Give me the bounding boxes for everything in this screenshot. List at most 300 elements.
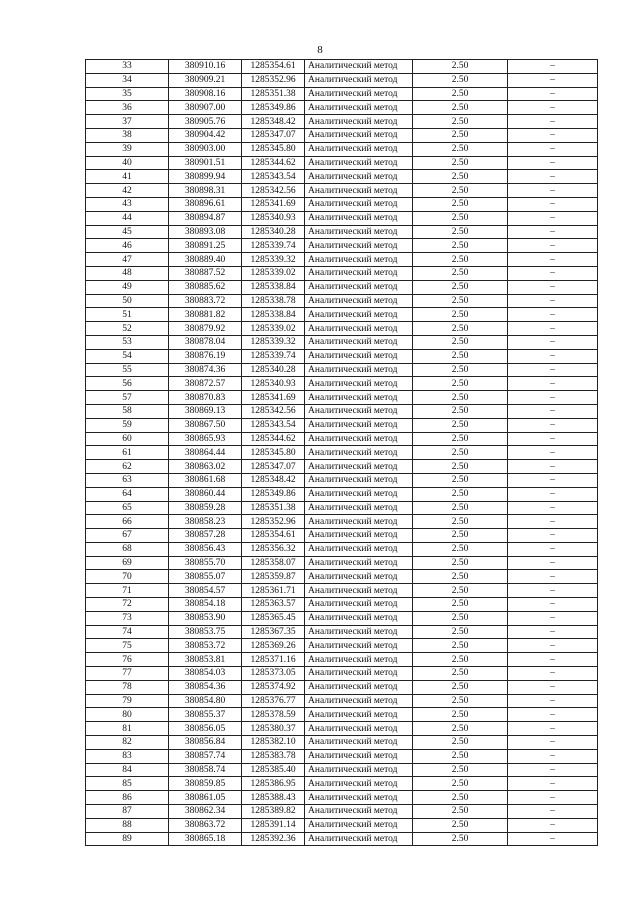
point-number-cell: 75	[86, 639, 169, 653]
table-row	[86, 515, 598, 529]
accuracy-cell: 2.50	[413, 253, 508, 267]
method-cell: Аналитический метод	[305, 211, 413, 225]
accuracy-cell: 2.50	[413, 653, 508, 667]
accuracy-cell: 2.50	[413, 101, 508, 115]
y-coordinate-cell: 1285342.56	[242, 184, 305, 198]
y-coordinate-cell: 1285344.62	[242, 432, 305, 446]
method-cell: Аналитический метод	[305, 294, 413, 308]
table-row	[86, 335, 598, 349]
description-cell: –	[508, 487, 598, 501]
x-coordinate-cell: 380907.00	[169, 101, 242, 115]
x-coordinate-cell: 380854.57	[169, 584, 242, 598]
description-cell: –	[508, 211, 598, 225]
table-row	[86, 460, 598, 474]
y-coordinate-cell: 1285338.78	[242, 294, 305, 308]
description-cell: –	[508, 363, 598, 377]
point-number-cell: 72	[86, 598, 169, 612]
table-row	[86, 60, 598, 74]
x-coordinate-cell: 380876.19	[169, 349, 242, 363]
y-coordinate-cell: 1285392.36	[242, 832, 305, 846]
point-number-cell: 85	[86, 777, 169, 791]
y-coordinate-cell: 1285347.07	[242, 460, 305, 474]
y-coordinate-cell: 1285349.86	[242, 101, 305, 115]
table-row	[86, 128, 598, 142]
accuracy-cell: 2.50	[413, 501, 508, 515]
y-coordinate-cell: 1285386.95	[242, 777, 305, 791]
method-cell: Аналитический метод	[305, 363, 413, 377]
method-cell: Аналитический метод	[305, 197, 413, 211]
method-cell: Аналитический метод	[305, 667, 413, 681]
point-number-cell: 43	[86, 197, 169, 211]
table-row	[86, 818, 598, 832]
y-coordinate-cell: 1285341.69	[242, 197, 305, 211]
description-cell: –	[508, 239, 598, 253]
point-number-cell: 62	[86, 460, 169, 474]
table-row	[86, 611, 598, 625]
method-cell: Аналитический метод	[305, 115, 413, 129]
table-row	[86, 404, 598, 418]
y-coordinate-cell: 1285391.14	[242, 818, 305, 832]
accuracy-cell: 2.50	[413, 542, 508, 556]
accuracy-cell: 2.50	[413, 184, 508, 198]
accuracy-cell: 2.50	[413, 377, 508, 391]
table-row	[86, 308, 598, 322]
method-cell: Аналитический метод	[305, 639, 413, 653]
x-coordinate-cell: 380905.76	[169, 115, 242, 129]
x-coordinate-cell: 380893.08	[169, 225, 242, 239]
method-cell: Аналитический метод	[305, 280, 413, 294]
description-cell: –	[508, 432, 598, 446]
x-coordinate-cell: 380853.90	[169, 611, 242, 625]
method-cell: Аналитический метод	[305, 322, 413, 336]
x-coordinate-cell: 380859.85	[169, 777, 242, 791]
x-coordinate-cell: 380879.92	[169, 322, 242, 336]
accuracy-cell: 2.50	[413, 791, 508, 805]
description-cell: –	[508, 625, 598, 639]
point-number-cell: 82	[86, 736, 169, 750]
x-coordinate-cell: 380872.57	[169, 377, 242, 391]
description-cell: –	[508, 266, 598, 280]
description-cell: –	[508, 529, 598, 543]
method-cell: Аналитический метод	[305, 87, 413, 101]
y-coordinate-cell: 1285351.38	[242, 501, 305, 515]
method-cell: Аналитический метод	[305, 128, 413, 142]
description-cell: –	[508, 225, 598, 239]
y-coordinate-cell: 1285340.93	[242, 211, 305, 225]
description-cell: –	[508, 763, 598, 777]
x-coordinate-cell: 380865.18	[169, 832, 242, 846]
table-row	[86, 197, 598, 211]
table-row	[86, 377, 598, 391]
description-cell: –	[508, 749, 598, 763]
x-coordinate-cell: 380858.23	[169, 515, 242, 529]
x-coordinate-cell: 380863.02	[169, 460, 242, 474]
point-number-cell: 73	[86, 611, 169, 625]
y-coordinate-cell: 1285380.37	[242, 722, 305, 736]
accuracy-cell: 2.50	[413, 708, 508, 722]
description-cell: –	[508, 446, 598, 460]
accuracy-cell: 2.50	[413, 432, 508, 446]
x-coordinate-cell: 380857.74	[169, 749, 242, 763]
point-number-cell: 67	[86, 529, 169, 543]
coordinates-table	[85, 59, 598, 846]
description-cell: –	[508, 791, 598, 805]
method-cell: Аналитический метод	[305, 73, 413, 87]
description-cell: –	[508, 377, 598, 391]
x-coordinate-cell: 380863.72	[169, 818, 242, 832]
y-coordinate-cell: 1285342.56	[242, 404, 305, 418]
y-coordinate-cell: 1285358.07	[242, 556, 305, 570]
description-cell: –	[508, 60, 598, 74]
method-cell: Аналитический метод	[305, 653, 413, 667]
y-coordinate-cell: 1285374.92	[242, 680, 305, 694]
method-cell: Аналитический метод	[305, 680, 413, 694]
y-coordinate-cell: 1285341.69	[242, 391, 305, 405]
x-coordinate-cell: 380859.28	[169, 501, 242, 515]
point-number-cell: 35	[86, 87, 169, 101]
y-coordinate-cell: 1285339.74	[242, 239, 305, 253]
accuracy-cell: 2.50	[413, 598, 508, 612]
table-row	[86, 570, 598, 584]
description-cell: –	[508, 708, 598, 722]
y-coordinate-cell: 1285356.32	[242, 542, 305, 556]
page-number: 8	[317, 44, 323, 56]
y-coordinate-cell: 1285340.28	[242, 225, 305, 239]
accuracy-cell: 2.50	[413, 391, 508, 405]
x-coordinate-cell: 380909.21	[169, 73, 242, 87]
table-row	[86, 446, 598, 460]
coordinates-table-body	[86, 60, 598, 846]
accuracy-cell: 2.50	[413, 611, 508, 625]
x-coordinate-cell: 380858.74	[169, 763, 242, 777]
method-cell: Аналитический метод	[305, 170, 413, 184]
x-coordinate-cell: 380855.70	[169, 556, 242, 570]
accuracy-cell: 2.50	[413, 156, 508, 170]
method-cell: Аналитический метод	[305, 570, 413, 584]
y-coordinate-cell: 1285365.45	[242, 611, 305, 625]
y-coordinate-cell: 1285367.35	[242, 625, 305, 639]
accuracy-cell: 2.50	[413, 446, 508, 460]
accuracy-cell: 2.50	[413, 625, 508, 639]
table-row	[86, 253, 598, 267]
method-cell: Аналитический метод	[305, 349, 413, 363]
point-number-cell: 87	[86, 805, 169, 819]
y-coordinate-cell: 1285345.80	[242, 142, 305, 156]
point-number-cell: 42	[86, 184, 169, 198]
accuracy-cell: 2.50	[413, 487, 508, 501]
x-coordinate-cell: 380861.68	[169, 473, 242, 487]
accuracy-cell: 2.50	[413, 211, 508, 225]
method-cell: Аналитический метод	[305, 404, 413, 418]
x-coordinate-cell: 380854.18	[169, 598, 242, 612]
table-row	[86, 73, 598, 87]
method-cell: Аналитический метод	[305, 225, 413, 239]
y-coordinate-cell: 1285347.07	[242, 128, 305, 142]
description-cell: –	[508, 156, 598, 170]
point-number-cell: 89	[86, 832, 169, 846]
description-cell: –	[508, 501, 598, 515]
x-coordinate-cell: 380853.75	[169, 625, 242, 639]
x-coordinate-cell: 380865.93	[169, 432, 242, 446]
accuracy-cell: 2.50	[413, 749, 508, 763]
accuracy-cell: 2.50	[413, 529, 508, 543]
x-coordinate-cell: 380857.28	[169, 529, 242, 543]
y-coordinate-cell: 1285345.80	[242, 446, 305, 460]
y-coordinate-cell: 1285339.02	[242, 266, 305, 280]
point-number-cell: 78	[86, 680, 169, 694]
y-coordinate-cell: 1285349.86	[242, 487, 305, 501]
description-cell: –	[508, 115, 598, 129]
y-coordinate-cell: 1285343.54	[242, 418, 305, 432]
x-coordinate-cell: 380869.13	[169, 404, 242, 418]
accuracy-cell: 2.50	[413, 225, 508, 239]
y-coordinate-cell: 1285352.96	[242, 515, 305, 529]
y-coordinate-cell: 1285378.59	[242, 708, 305, 722]
y-coordinate-cell: 1285339.02	[242, 322, 305, 336]
table-row	[86, 542, 598, 556]
description-cell: –	[508, 832, 598, 846]
x-coordinate-cell: 380856.43	[169, 542, 242, 556]
description-cell: –	[508, 460, 598, 474]
description-cell: –	[508, 584, 598, 598]
x-coordinate-cell: 380853.81	[169, 653, 242, 667]
description-cell: –	[508, 349, 598, 363]
accuracy-cell: 2.50	[413, 763, 508, 777]
method-cell: Аналитический метод	[305, 611, 413, 625]
table-row	[86, 418, 598, 432]
table-row	[86, 763, 598, 777]
description-cell: –	[508, 556, 598, 570]
x-coordinate-cell: 380856.05	[169, 722, 242, 736]
table-row	[86, 211, 598, 225]
description-cell: –	[508, 253, 598, 267]
description-cell: –	[508, 280, 598, 294]
point-number-cell: 58	[86, 404, 169, 418]
table-row	[86, 225, 598, 239]
point-number-cell: 54	[86, 349, 169, 363]
method-cell: Аналитический метод	[305, 749, 413, 763]
accuracy-cell: 2.50	[413, 515, 508, 529]
table-row	[86, 156, 598, 170]
description-cell: –	[508, 391, 598, 405]
method-cell: Аналитический метод	[305, 391, 413, 405]
accuracy-cell: 2.50	[413, 639, 508, 653]
y-coordinate-cell: 1285359.87	[242, 570, 305, 584]
accuracy-cell: 2.50	[413, 680, 508, 694]
point-number-cell: 51	[86, 308, 169, 322]
description-cell: –	[508, 322, 598, 336]
method-cell: Аналитический метод	[305, 556, 413, 570]
x-coordinate-cell: 380854.03	[169, 667, 242, 681]
description-cell: –	[508, 570, 598, 584]
point-number-cell: 74	[86, 625, 169, 639]
y-coordinate-cell: 1285348.42	[242, 473, 305, 487]
accuracy-cell: 2.50	[413, 736, 508, 750]
table-row	[86, 349, 598, 363]
table-row	[86, 625, 598, 639]
method-cell: Аналитический метод	[305, 418, 413, 432]
accuracy-cell: 2.50	[413, 87, 508, 101]
description-cell: –	[508, 101, 598, 115]
table-row	[86, 142, 598, 156]
method-cell: Аналитический метод	[305, 460, 413, 474]
accuracy-cell: 2.50	[413, 473, 508, 487]
point-number-cell: 61	[86, 446, 169, 460]
method-cell: Аналитический метод	[305, 805, 413, 819]
point-number-cell: 52	[86, 322, 169, 336]
accuracy-cell: 2.50	[413, 584, 508, 598]
table-row	[86, 777, 598, 791]
accuracy-cell: 2.50	[413, 115, 508, 129]
table-row	[86, 667, 598, 681]
x-coordinate-cell: 380908.16	[169, 87, 242, 101]
accuracy-cell: 2.50	[413, 73, 508, 87]
accuracy-cell: 2.50	[413, 722, 508, 736]
accuracy-cell: 2.50	[413, 335, 508, 349]
x-coordinate-cell: 380898.31	[169, 184, 242, 198]
method-cell: Аналитический метод	[305, 60, 413, 74]
description-cell: –	[508, 722, 598, 736]
x-coordinate-cell: 380856.84	[169, 736, 242, 750]
point-number-cell: 76	[86, 653, 169, 667]
point-number-cell: 56	[86, 377, 169, 391]
table-row	[86, 791, 598, 805]
x-coordinate-cell: 380904.42	[169, 128, 242, 142]
method-cell: Аналитический метод	[305, 335, 413, 349]
point-number-cell: 79	[86, 694, 169, 708]
accuracy-cell: 2.50	[413, 349, 508, 363]
x-coordinate-cell: 380874.36	[169, 363, 242, 377]
description-cell: –	[508, 73, 598, 87]
description-cell: –	[508, 335, 598, 349]
x-coordinate-cell: 380883.72	[169, 294, 242, 308]
point-number-cell: 47	[86, 253, 169, 267]
method-cell: Аналитический метод	[305, 184, 413, 198]
table-row	[86, 280, 598, 294]
method-cell: Аналитический метод	[305, 791, 413, 805]
description-cell: –	[508, 542, 598, 556]
point-number-cell: 37	[86, 115, 169, 129]
method-cell: Аналитический метод	[305, 722, 413, 736]
x-coordinate-cell: 380853.72	[169, 639, 242, 653]
description-cell: –	[508, 598, 598, 612]
method-cell: Аналитический метод	[305, 515, 413, 529]
table-row	[86, 294, 598, 308]
accuracy-cell: 2.50	[413, 418, 508, 432]
method-cell: Аналитический метод	[305, 156, 413, 170]
point-number-cell: 41	[86, 170, 169, 184]
table-row	[86, 556, 598, 570]
point-number-cell: 83	[86, 749, 169, 763]
method-cell: Аналитический метод	[305, 377, 413, 391]
y-coordinate-cell: 1285344.62	[242, 156, 305, 170]
point-number-cell: 88	[86, 818, 169, 832]
table-row	[86, 87, 598, 101]
table-row	[86, 101, 598, 115]
description-cell: –	[508, 667, 598, 681]
description-cell: –	[508, 308, 598, 322]
y-coordinate-cell: 1285354.61	[242, 529, 305, 543]
table-row	[86, 722, 598, 736]
point-number-cell: 59	[86, 418, 169, 432]
x-coordinate-cell: 380878.04	[169, 335, 242, 349]
table-row	[86, 115, 598, 129]
table-row	[86, 805, 598, 819]
method-cell: Аналитический метод	[305, 625, 413, 639]
point-number-cell: 45	[86, 225, 169, 239]
accuracy-cell: 2.50	[413, 363, 508, 377]
point-number-cell: 84	[86, 763, 169, 777]
point-number-cell: 69	[86, 556, 169, 570]
method-cell: Аналитический метод	[305, 736, 413, 750]
description-cell: –	[508, 294, 598, 308]
y-coordinate-cell: 1285385.40	[242, 763, 305, 777]
accuracy-cell: 2.50	[413, 197, 508, 211]
method-cell: Аналитический метод	[305, 584, 413, 598]
point-number-cell: 70	[86, 570, 169, 584]
accuracy-cell: 2.50	[413, 308, 508, 322]
table-row	[86, 736, 598, 750]
table-row	[86, 584, 598, 598]
accuracy-cell: 2.50	[413, 170, 508, 184]
accuracy-cell: 2.50	[413, 294, 508, 308]
y-coordinate-cell: 1285339.32	[242, 253, 305, 267]
y-coordinate-cell: 1285373.05	[242, 667, 305, 681]
method-cell: Аналитический метод	[305, 832, 413, 846]
accuracy-cell: 2.50	[413, 142, 508, 156]
method-cell: Аналитический метод	[305, 446, 413, 460]
y-coordinate-cell: 1285354.61	[242, 60, 305, 74]
method-cell: Аналитический метод	[305, 501, 413, 515]
x-coordinate-cell: 380862.34	[169, 805, 242, 819]
table-row	[86, 184, 598, 198]
accuracy-cell: 2.50	[413, 322, 508, 336]
point-number-cell: 50	[86, 294, 169, 308]
x-coordinate-cell: 380855.07	[169, 570, 242, 584]
point-number-cell: 49	[86, 280, 169, 294]
point-number-cell: 80	[86, 708, 169, 722]
x-coordinate-cell: 380870.83	[169, 391, 242, 405]
method-cell: Аналитический метод	[305, 818, 413, 832]
x-coordinate-cell: 380901.51	[169, 156, 242, 170]
y-coordinate-cell: 1285371.16	[242, 653, 305, 667]
description-cell: –	[508, 777, 598, 791]
table-row	[86, 363, 598, 377]
accuracy-cell: 2.50	[413, 60, 508, 74]
description-cell: –	[508, 611, 598, 625]
point-number-cell: 68	[86, 542, 169, 556]
table-row	[86, 832, 598, 846]
point-number-cell: 63	[86, 473, 169, 487]
x-coordinate-cell: 380861.05	[169, 791, 242, 805]
table-row	[86, 598, 598, 612]
description-cell: –	[508, 653, 598, 667]
y-coordinate-cell: 1285352.96	[242, 73, 305, 87]
table-row	[86, 391, 598, 405]
y-coordinate-cell: 1285339.32	[242, 335, 305, 349]
x-coordinate-cell: 380855.37	[169, 708, 242, 722]
method-cell: Аналитический метод	[305, 708, 413, 722]
accuracy-cell: 2.50	[413, 280, 508, 294]
description-cell: –	[508, 404, 598, 418]
description-cell: –	[508, 87, 598, 101]
point-number-cell: 57	[86, 391, 169, 405]
description-cell: –	[508, 473, 598, 487]
description-cell: –	[508, 680, 598, 694]
accuracy-cell: 2.50	[413, 667, 508, 681]
point-number-cell: 86	[86, 791, 169, 805]
point-number-cell: 34	[86, 73, 169, 87]
